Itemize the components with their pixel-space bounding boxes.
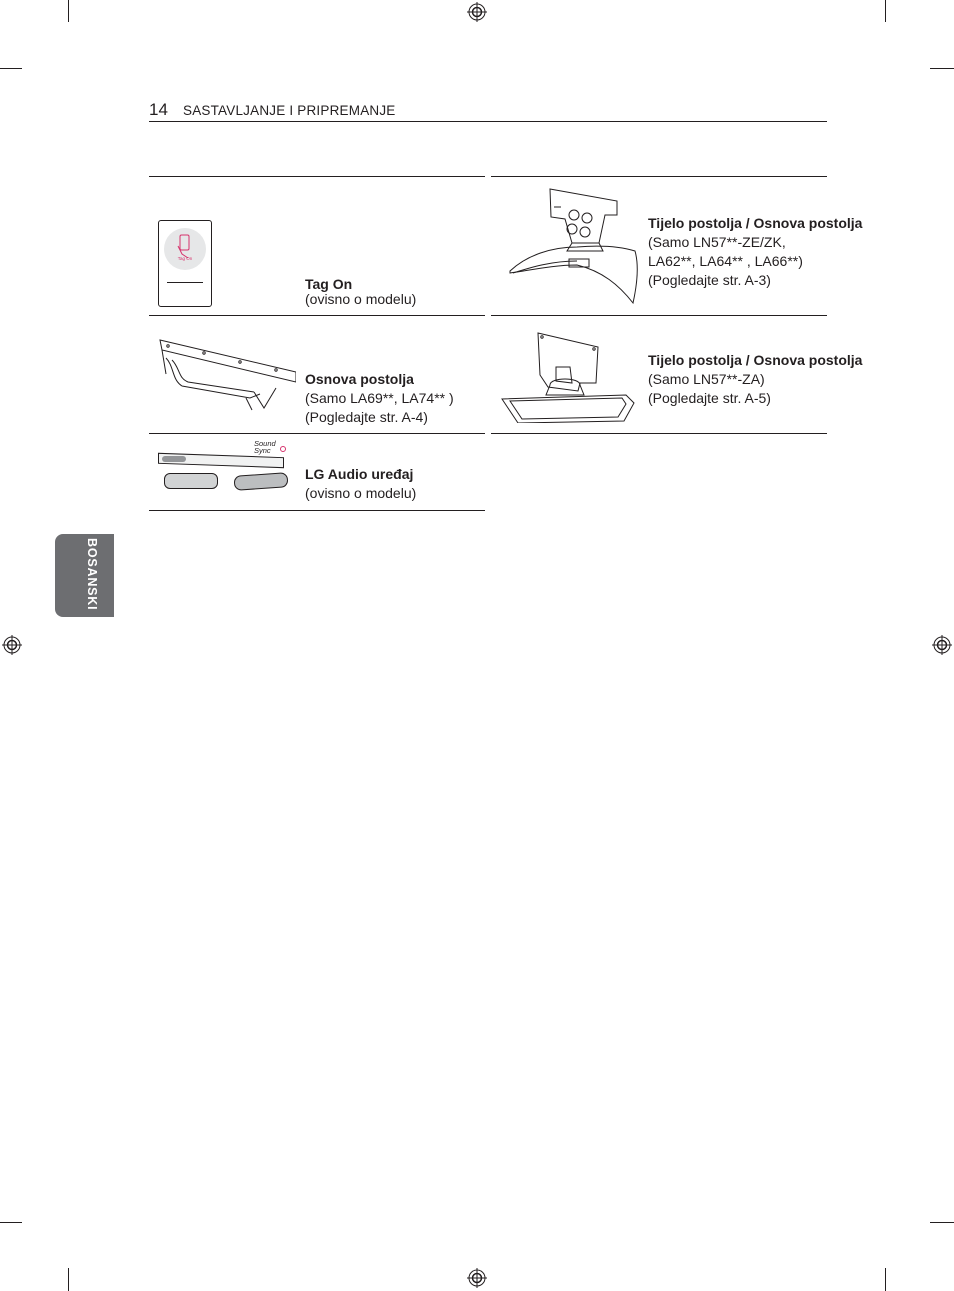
item-note: (Samo LA69**, LA74** ): [305, 390, 454, 406]
item-note: (ovisno o modelu): [305, 291, 417, 307]
item-title: LG Audio uređaj: [305, 466, 414, 482]
tag-on-card-illustration: [158, 220, 212, 307]
crop-mark: [930, 68, 954, 69]
crop-mark: [0, 1222, 22, 1223]
language-tab-label: BOSANSKI: [85, 538, 99, 611]
registration-mark-icon: [467, 1268, 487, 1288]
section-title: SASTAVLJANJE I PRIPREMANJE: [183, 103, 396, 118]
table-divider: [149, 176, 485, 177]
page-number: 14: [149, 100, 168, 119]
item-title: Tag On: [305, 276, 353, 292]
table-divider: [149, 510, 485, 511]
table-divider: [149, 433, 485, 434]
table-divider: [491, 176, 827, 177]
item-note: (ovisno o modelu): [305, 485, 417, 501]
tag-on-icon-text: Tag On: [177, 256, 193, 261]
item-title: Osnova postolja: [305, 371, 414, 387]
registration-mark-icon: [932, 635, 952, 655]
stand-body-flat-base-illustration: [500, 331, 636, 423]
item-stand-base-a4: [305, 370, 454, 427]
item-note: (Samo LN57**-ZE/ZK,: [648, 234, 786, 250]
table-divider: [149, 315, 485, 316]
item-note: (Samo LN57**-ZA): [648, 371, 765, 387]
crop-mark: [68, 0, 69, 22]
item-title: Tijelo postolja / Osnova postolja: [648, 215, 863, 231]
crop-mark: [930, 1222, 954, 1223]
stand-base-illustration: [158, 336, 296, 412]
crop-mark: [68, 1268, 69, 1291]
registration-mark-icon: [467, 2, 487, 22]
crop-mark: [885, 1268, 886, 1291]
item-note: (Pogledajte str. A-5): [648, 390, 771, 406]
table-divider: [491, 433, 827, 434]
item-tag-on: [305, 277, 416, 307]
crop-mark: [0, 68, 22, 69]
item-note: (Pogledajte str. A-3): [648, 272, 771, 288]
item-note: (Pogledajte str. A-4): [305, 409, 428, 425]
item-title: Tijelo postolja / Osnova postolja: [648, 352, 863, 368]
lg-audio-device-illustration: [156, 440, 288, 492]
item-stand-body-a3: [648, 214, 862, 290]
sound-sync-logo-text: Sound Sync: [254, 439, 276, 455]
language-side-tab: [55, 534, 114, 617]
table-divider: [491, 315, 827, 316]
registration-mark-icon: [2, 635, 22, 655]
item-note: LA62**, LA64** , LA66**): [648, 253, 803, 269]
item-lg-audio: [305, 465, 416, 503]
stand-body-base-illustration: [507, 185, 642, 307]
item-stand-body-a5: [648, 351, 862, 408]
header-rule: [149, 121, 827, 122]
crop-mark: [885, 0, 886, 22]
